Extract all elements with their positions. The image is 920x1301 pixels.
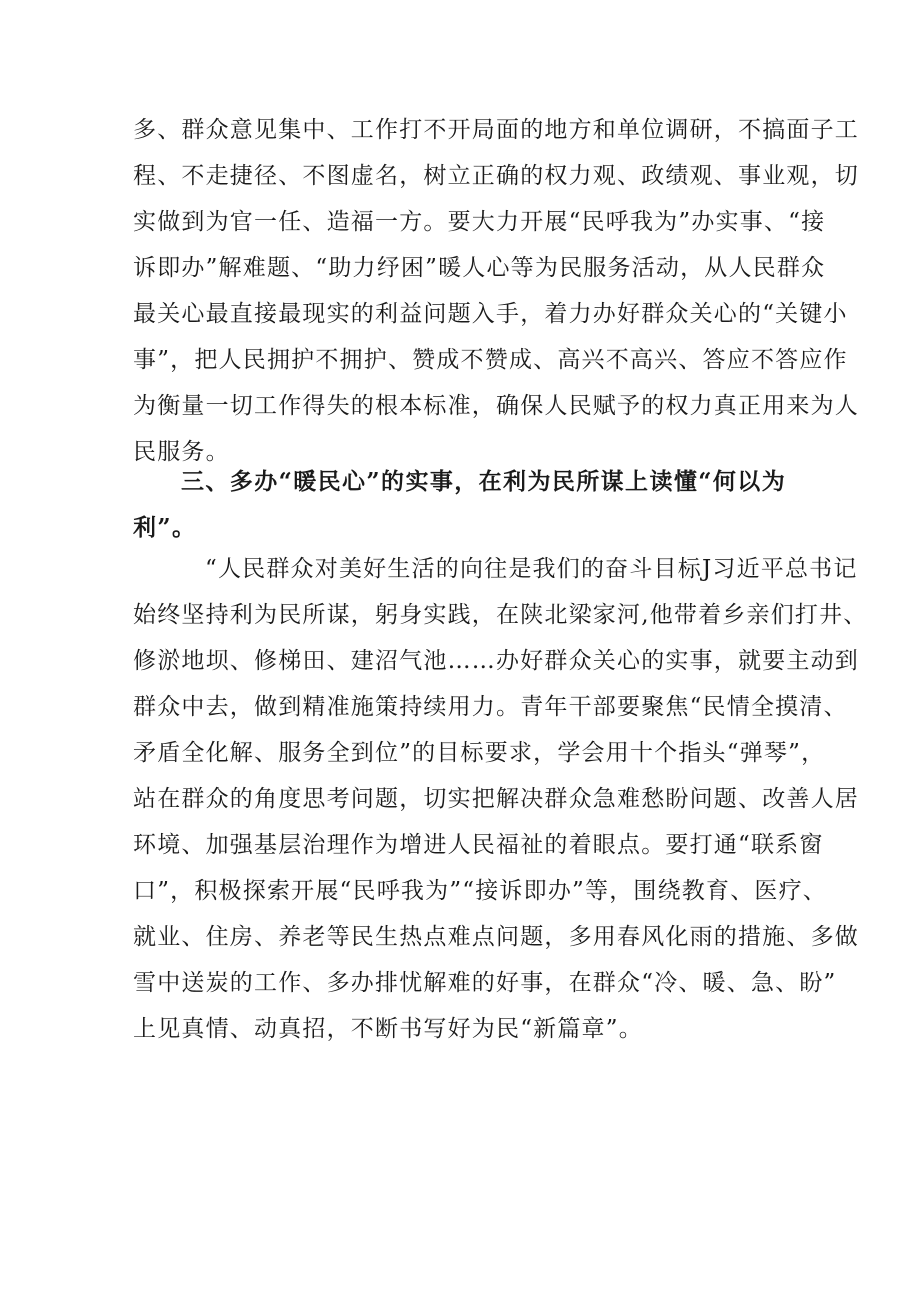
paragraph bbox=[133, 546, 868, 1052]
paragraph-line: 实做到为官一任、造福一方。要大力开展“民呼我为”办实事、“接 bbox=[133, 209, 826, 235]
heading-line: 利”。 bbox=[133, 514, 197, 541]
paragraph-line: 民服务。 bbox=[133, 439, 230, 465]
paragraph-line: 事”，把人民拥护不拥护、赞成不赞成、高兴不高兴、答应不答应作 bbox=[133, 347, 848, 373]
paragraph-line: 多、群众意见集中、工作打不开局面的地方和单位调研，不搞面子工 bbox=[133, 117, 859, 143]
paragraph-line: 为衡量一切工作得失的根本标准，确保人民赋予的权力真正用来为人 bbox=[133, 393, 859, 419]
paragraph-line: 群众中去，做到精准施策持续用力。青年干部要聚焦“民情全摸清、 bbox=[133, 694, 848, 720]
section-heading bbox=[133, 459, 803, 551]
paragraph-line: 上见真情、动真招，不断书写好为民“新篇章”。 bbox=[133, 1016, 643, 1042]
paragraph-line: 环境、加强基层治理作为增进人民福祉的着眼点。要打通“联系窗 bbox=[133, 832, 824, 858]
paragraph-line: 修淤地坝、修梯田、建沼气池……办好群众关心的实事，就要主动到 bbox=[133, 648, 859, 674]
heading-line: 三、多办“暖民心”的实事，在利为民所谋上读懂“何以为 bbox=[181, 468, 787, 495]
paragraph-line: 矛盾全化解、服务全到位”的目标要求，学会用十个指头“弹琴”， bbox=[133, 740, 826, 766]
paragraph-line: 口”，积极探索开展“民呼我为”“接诉即办”等，围绕教育、医疗、 bbox=[133, 878, 827, 904]
paragraph-line: 站在群众的角度思考问题，切实把解决群众急难愁盼问题、改善人居 bbox=[133, 786, 859, 812]
paragraph-line: “人民群众对美好生活的向往是我们的奋斗目标J习近平总书记 bbox=[205, 556, 858, 582]
paragraph-line: 程、不走捷径、不图虚名，树立正确的权力观、政绩观、事业观，切 bbox=[133, 163, 859, 189]
paragraph-line: 始终坚持利为民所谋，躬身实践，在陕北梁家河,他带着乡亲们打井、 bbox=[133, 602, 868, 628]
paragraph-line: 就业、住房、养老等民生热点难点问题，多用春风化雨的措施、多做 bbox=[133, 924, 859, 950]
paragraph-line: 诉即办”解难题、“助力纾困”暖人心等为民服务活动，从人民群众 bbox=[133, 255, 826, 281]
paragraph-line: 最关心最直接最现实的利益问题入手，着力办好群众关心的“关键小 bbox=[133, 301, 848, 327]
paragraph-line: 雪中送炭的工作、多办排忧解难的好事，在群众“冷、暖、急、盼” bbox=[133, 970, 837, 996]
paragraph-continued bbox=[133, 107, 859, 475]
